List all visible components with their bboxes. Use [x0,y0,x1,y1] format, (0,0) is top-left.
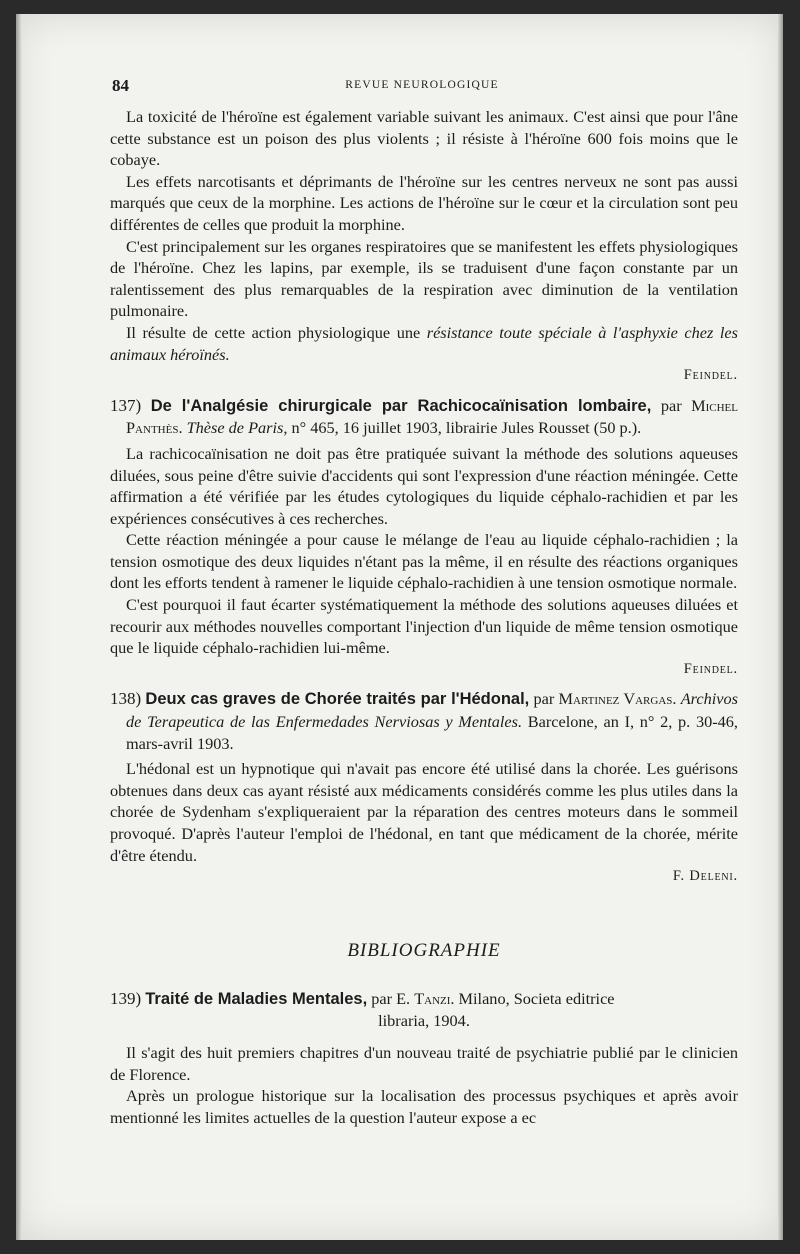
entry-number: 139) [110,988,142,1008]
page-number: 84 [112,76,129,95]
signature: Feindel. [683,367,738,384]
entry-source: Archivos de Terapeutica de las Enfermedades Nerviosas y Mentales. [126,689,738,732]
entry-source: Thèse de Paris, [186,418,288,438]
review-entry-137 [110,395,738,681]
paragraph: C'est principalement sur les organes respiratoires que se manifestent les effets physiologiques de l'héroïne. Chez les lapins, par exemple, ils se traduisent d'une façon constante par un ralentissement des plus remarquables de la respiration avec diminution de la ventilation pulmonaire. [110,236,738,321]
page-header [112,76,732,98]
review-entry-139 [110,988,738,1129]
entry-source-line: libraria, 1904. [378,1011,470,1031]
entry-heading: 139) Traité de Maladies Mentales, par E. Tanzi. Milano, Societa editrice [110,988,615,1008]
section-heading: BIBLIOGRAPHIE [347,939,501,961]
scanned-page [16,14,783,1240]
paragraph-text: Il résulte de cette action physiologique une [126,322,427,342]
paragraph: C'est pourquoi il faut écarter systématiquement la méthode des solutions aqueuses diluées et recourir aux méthodes nouvelles comportant l'injection d'un liquide de même tension osmotique que le liquide céphalo-rachidien lui-même. [110,595,738,658]
paragraph: Les effets narcotisants et déprimants de l'héroïne sur les centres nerveux ne sont pas aussi marqués que ceux de la morphine. Les actions de l'héroïne sur le cœur et la circulation sont peu différentes de celles que produit la morphine. [110,171,738,234]
paragraph-italic: résistance toute spéciale à l'asphyxie chez les animaux héroïnés. [110,322,738,364]
entry-number: 137) [110,395,142,415]
running-title: REVUE NEUROLOGIQUE [345,79,499,91]
entry-heading: 138) Deux cas graves de Chorée traités par l'Hédonal, par Martinez Vargas. Archivos de Terapeutica de las Enfermedades Nerviosas y Mentales. Barcelone, an I, n° 2, p. 30-46, mars-avril 1903. [110,689,739,753]
entry-number: 138) [110,689,142,709]
entry-heading: 137) De l'Analgésie chirurgicale par Rachicocaïnisation lombaire, par Michel Panthès. Thèse de Paris, n° 465, 16 juillet 1903, librairie Jules Rousset (50 p.). [110,395,738,438]
page-edge-right [777,14,783,1240]
paragraph: Il s'agit des huit premiers chapitres d'un nouveau traité de psychiatrie publié par le clinicien de Florence. [110,1042,738,1084]
paragraph [110,322,738,365]
paragraph: La toxicité de l'héroïne est également variable suivant les animaux. C'est ainsi que pour l'âne cette substance est un poison des plus violents ; il résiste à l'héroïne 600 fois moins que le cobaye. [110,107,738,170]
paragraph: Cette réaction méningée a pour cause le mélange de l'eau au liquide céphalo-rachidien ; la tension osmotique des deux liquides n'étant pas la même, il en résulte des réactions organiques dont les efforts tendent à ramener le liquide céphalo-rachidien à une tension osmotique normale. [110,530,738,593]
entry-title: Deux cas graves de Chorée traités par l'Hédonal, [145,690,530,709]
entry-author: Martinez Vargas. [558,689,677,709]
entry-title: De l'Analgésie chirurgicale par Rachicocaïnisation lombaire, [150,396,652,415]
page-edge-left [16,14,22,1240]
signature: F. Deleni. [672,868,738,885]
page-body [110,106,738,1128]
entry-title: Traité de Maladies Mentales, [145,989,368,1008]
paragraph: L'hédonal est un hypnotique qui n'avait pas encore été utilisé dans la chorée. Les guérisons obtenues dans deux cas ayant résisté aux médicaments considérés comme les plus utiles dans la chorée de Sydenham s'expliqueraient par la réparation des centres moteurs dans le sommeil provoqué. D'après l'auteur l'emploi de l'hédonal, en tant que médicament de la chorée, mérite d'être étendu. [110,759,738,865]
review-entry-138 [110,688,738,887]
entry-author: Tanzi. [414,988,455,1008]
paragraph: Après un prologue historique sur la localisation des processus psychiques et après avoir mentionné les limites actuelles de la question l'auteur expose a ec [110,1086,738,1127]
signature: Feindel. [683,660,738,677]
entry-author: Michel Panthès. [126,395,738,438]
paragraph: La rachicocaïnisation ne doit pas être pratiquée suivant la méthode des solutions aqueuses diluées, sous peine d'être suivie d'accidents qui sont l'expression d'une réaction méningée. Cette affirmation a été vérifiée par les études cytologiques du liquide céphalo-rachidien et par les expériences consécutives à ces recherches. [110,443,738,528]
